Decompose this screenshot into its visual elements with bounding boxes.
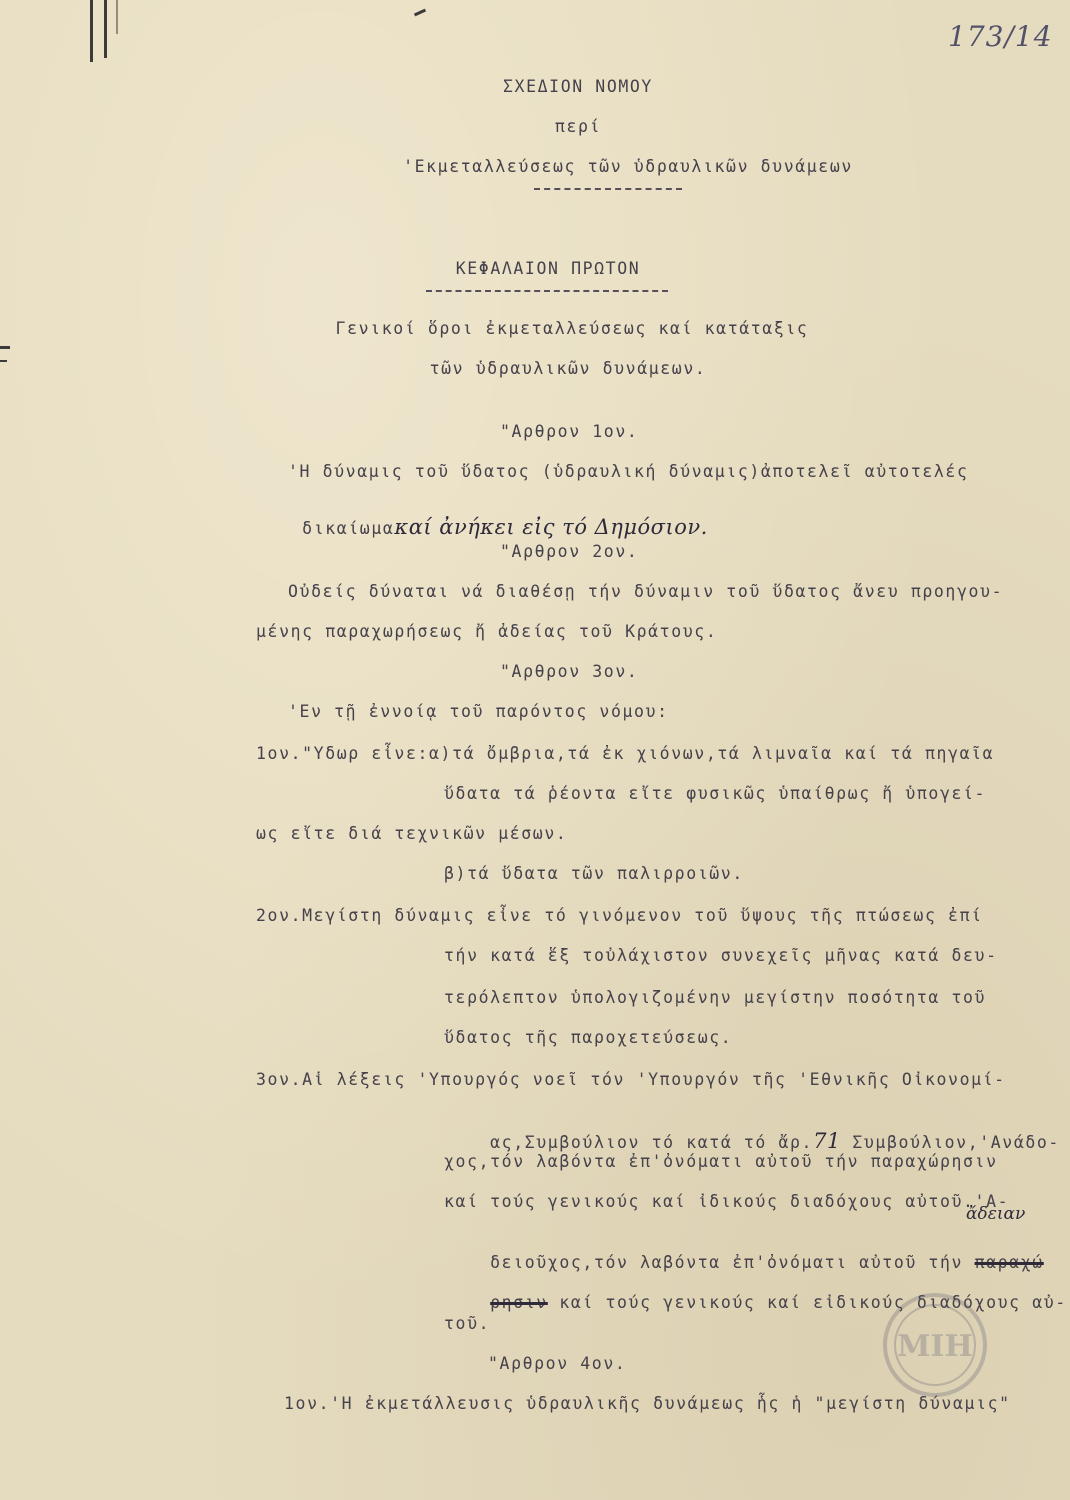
article-3-p3-text-b: Συμβούλιον,'Ανάδο-	[840, 1133, 1060, 1152]
article-3-p3-line-3: χος,τόν λαβόντα ἐπ'ὀνόματι αὐτοῦ τήν παραχώρησιν	[444, 1152, 998, 1171]
article-2-line-1: Οὐδείς δύναται νά διαθέσῃ τήν δύναμιν τοῦ ὕδατος ἄνευ προηγου-	[288, 582, 1004, 601]
article-4-line-1: 1ον.'Η ἐκμετάλλευσις ὑδραυλικῆς δυνάμεως ἧς ἡ "μεγίστη δύναμις"	[284, 1394, 1011, 1413]
article-2-heading: "Αρθρον 2ον.	[500, 542, 639, 561]
article-3-p1-line-2: ὕδατα τά ῥέοντα εἴτε φυσικῶς ὑπαίθρως ἤ ὑπογεί-	[444, 784, 987, 803]
folio-number: 173/14	[948, 20, 1053, 53]
document-subject: 'Εκμεταλλεύσεως τῶν ὑδραυλικῶν δυνάμεων	[403, 157, 853, 176]
stamp-label: ΜΙΗ	[897, 1329, 973, 1364]
chapter-subtitle-line-2: τῶν ὑδραυλικῶν δυνάμεων.	[429, 359, 707, 378]
article-3-p3-line-7: τοῦ.	[444, 1314, 491, 1333]
article-1-heading: "Αρθρον 1ον.	[500, 422, 639, 441]
subject-underline	[534, 188, 682, 190]
article-3-p1-line-3: ως εἴτε διά τεχνικῶν μέσων.	[256, 824, 568, 843]
article-3-p2-line-1: 2ον.Μεγίστη δύναμις εἶνε τό γινόμενον τοῦ ὕψους τῆς πτώσεως ἐπί	[256, 906, 983, 925]
article-3-heading: "Αρθρον 3ον.	[500, 662, 639, 681]
article-3-p1-line-1: 1ον."Υδωρ εἶνε:α)τά ὄμβρια,τά ἐκ χιόνων,τά λιμναῖα καί τά πηγαῖα	[256, 744, 995, 763]
article-3-struck-text-1: παραχώ	[974, 1253, 1044, 1272]
article-3-intro: 'Εν τῇ ἐννοίᾳ τοῦ παρόντος νόμου:	[288, 702, 669, 721]
article-3-p3-text-a: ας,Συμβούλιον τό κατά τό ἄρ.	[490, 1133, 814, 1152]
chapter-subtitle-line-1: Γενικοί ὅροι ἐκμεταλλεύσεως καί κατάταξις	[335, 319, 809, 338]
article-3-p2-line-2: τήν κατά ἕξ τοὐλάχιστον συνεχεῖς μῆνας κατά δευ-	[444, 946, 998, 965]
article-1-line-1: 'Η δύναμις τοῦ ὕδατος (ὑδραυλική δύναμις)ἀποτελεῖ αὐτοτελές	[288, 462, 969, 481]
document-title: ΣΧΕΔΙΟΝ ΝΟΜΟΥ	[503, 77, 653, 96]
article-2-line-2: μένης παραχωρήσεως ἤ ἀδείας τοῦ Κράτους.	[256, 622, 718, 641]
article-1-typed-text: δικαίωμα	[302, 519, 395, 538]
article-3-struck-text-2: ρησιν	[490, 1293, 548, 1312]
article-3-handwritten-correction: ἄδειαν	[966, 1204, 1026, 1224]
document-peri: περί	[554, 117, 602, 136]
chapter-title: ΚΕΦΑΛΑΙΟΝ ΠΡΩΤΟΝ	[455, 259, 641, 278]
article-3-p2-line-3: τερόλεπτον ὑπολογιζομένην μεγίστην ποσότητα τοῦ	[444, 988, 987, 1007]
left-edge-mark-2	[0, 360, 7, 362]
article-3-handwritten-article-number: 71	[813, 1129, 841, 1153]
article-3-p3-text-c: δειοῦχος,τόν λαβόντα ἐπ'ὀνόματι αὐτοῦ τήν	[490, 1253, 975, 1272]
article-3-p3-line-4: καί τούς γενικούς καί ἰδικούς διαδόχους αὐτοῦ.'Α-	[444, 1192, 1010, 1211]
article-3-p2-line-4: ὕδατος τῆς παροχετεύσεως.	[444, 1028, 733, 1047]
article-1-handwritten-addition: καί ἀνήκει εἰς τό Δημόσιον.	[394, 515, 708, 539]
article-3-p1-line-4: β)τά ὕδατα τῶν παλιρροιῶν.	[444, 864, 744, 883]
article-3-p3-text-d: καί τούς γενικούς καί εἰδικούς διαδόχους αὐ-	[547, 1293, 1067, 1312]
archive-stamp	[880, 1290, 990, 1400]
article-3-p3-line-1: 3ον.Αἱ λέξεις 'Υπουργός νοεῖ τόν 'Υπουργόν τῆς 'Εθνικῆς Οἰκονομί-	[256, 1070, 1006, 1089]
binding-mark-3	[116, 0, 118, 34]
binding-mark-1	[90, 0, 93, 62]
left-edge-mark	[0, 346, 10, 349]
chapter-underline	[426, 290, 668, 292]
top-tick	[414, 9, 426, 17]
binding-mark-2	[104, 0, 107, 58]
article-1-line-2	[256, 496, 708, 558]
article-4-heading: "Αρθρον 4ον.	[488, 1354, 627, 1373]
